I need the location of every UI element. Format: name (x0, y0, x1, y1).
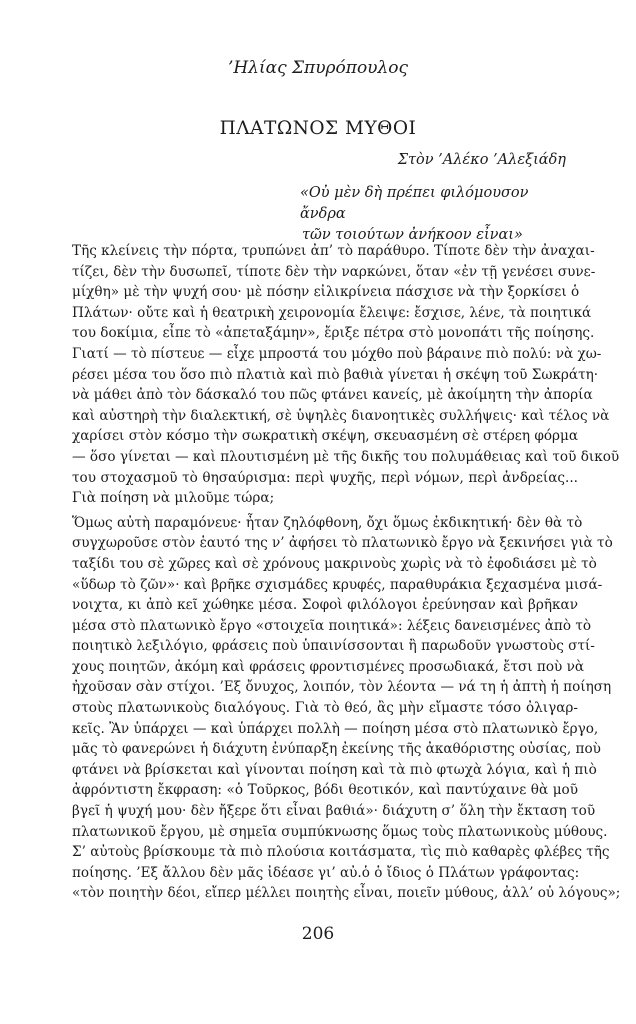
dedication: Στὸν ’Αλέκο ’Αλεξιάδη (397, 152, 566, 168)
page-number: 206 (301, 924, 335, 944)
text-line: χους ποιητῶν, ἀκόμη καὶ φράσεις φροντισμένες προσωδιακά, ἔτσι ποὺ νὰ (72, 658, 585, 675)
text-line: ρέσει μέσα του ὅσο πιὸ πλατιὰ καὶ πιὸ βαθιὰ γίνεται ἡ σκέψη τοῦ Σωκράτη· (72, 366, 599, 383)
text-line: βγεῖ ἡ ψυχή μου· δὲν ἤξερε ὅτι εἶναι βαθιά»· διάχυτη σ’ ὅλη τὴν ἔκταση τοῦ (72, 803, 596, 820)
text-line: — ὅσο γίνεται — καὶ πλουτισμένη μὲ τῆς δικῆς του πολυμάθειας καὶ τοῦ δικοῦ (72, 448, 620, 465)
text-line: Γιὰ ποίηση νὰ μιλοῦμε τώρα; (72, 490, 275, 507)
body-text (72, 241, 621, 904)
text-line: καὶ αὐστηρὴ τὴν διαλεκτική, σὲ ὑψηλὲς διανοητικὲς συλλήψεις· καὶ τέλος νὰ (72, 407, 610, 424)
author-name: ’Ηλίας Σπυρόπουλος (227, 58, 409, 78)
text-line: «τὸν ποιητὴν δέοι, εἴπερ μέλλει ποιητὴς εἶναι, ποιεῖν μύθους, ἀλλ’ οὐ λόγους»; (72, 885, 621, 902)
epigraph-line-2: τῶν τοιούτων ἀνήκοον εἶναι» (302, 227, 523, 243)
text-line: Τῆς κλείνεις τὴν πόρτα, τρυπώνει ἀπ’ τὸ παράθυρο. Τίποτε δὲν τὴν ἀναχαι- (72, 243, 595, 259)
text-line: φτάνει νὰ βρίσκεται καὶ γίνονται ποίηση καὶ τὰ πιὸ φτωχὰ λόγια, καὶ ἡ πιὸ (72, 761, 597, 778)
text-line: Πλάτων· οὔτε καὶ ἡ θεατρικὴ χειρονομία ἔλειψε: ἔσχισε, λένε, τὰ ποιητικά (72, 304, 592, 321)
text-line: ποίησης. ’Εξ ἄλλου δὲν μᾶς ἰδέασε γι’ αὐ.ὁ ὁ ἴδιος ὁ Πλάτων γράφοντας: (72, 864, 580, 881)
text-line: πλατωνικοῦ ἔργου, μὲ σημεῖα συμπύκνωσης ὅμως τοὺς πλατωνικοὺς μύθους. (72, 823, 608, 840)
text-line: νὰ μάθει ἀπὸ τὸν δάσκαλό του πῶς φτάνει κανείς, μὲ ἀκοίμητη τὴν ἀπορία (72, 387, 593, 404)
text-line: μίχθη» μὲ τὴν ψυχή σου· μὲ πόσην εἰλικρίνεια πάσχισε νὰ τὴν ξορκίσει ὁ (72, 284, 580, 301)
essay-title: ΠΛΑΤΩΝΟΣ ΜΥΘΟΙ (219, 118, 417, 139)
text-line: μᾶς τὸ φανερώνει ἡ διάχυτη ἐνύπαρξη ἐκείνης τῆς ἀκαθόριστης οὐσίας, ποὺ (72, 741, 601, 758)
text-line: χαρίσει στὸν κόσμο τὴν σωκρατικὴ σκέψη, σκευασμένη σὲ στέρεη φόρμα (72, 428, 579, 445)
text-line: Σ’ αὐτοὺς βρίσκουμε τὰ πιὸ πλούσια κοιτάσματα, τὶς πιὸ καθαρὲς φλέβες τῆς (72, 844, 610, 861)
text-line: μέσα στὸ πλατωνικὸ ἔργο «στοιχεῖα ποιητικά»: λέξεις δανεισμένες ἀπὸ τὸ (72, 617, 592, 634)
text-line: ἀφρόντιστη ἔκφραση: «ὁ Τοῦρκος, βόδι θεοτικόν, καὶ παντύχαινε θὰ μοῦ (72, 782, 578, 799)
text-line: στοὺς πλατωνικοὺς διαλόγους. Γιὰ τὸ θεό, ἂς μὴν εἴμαστε τόσο ὀλιγαρ- (72, 700, 578, 717)
text-line: ἠχοῦσαν σὰν στίχοι. ’Εξ ὄνυχος, λοιπόν, τὸν λέοντα — νά τη ἡ ἀπτὴ ἡ ποίηση (72, 679, 612, 696)
text-line: ταξίδι του σὲ χῶρες καὶ σὲ χρόνους μακρινοὺς χωρὶς νὰ τὸ ἐφοδιάσει μὲ τὸ (72, 555, 597, 572)
text-line: του στοχασμοῦ τὸ θησαύρισμα: περὶ ψυχῆς, περὶ νόμων, περὶ ἀνδρείας... (72, 469, 578, 486)
text-line: ποιητικὸ λεξιλόγιο, φράσεις ποὺ ὑπαινίσσονται ἢ παρωδοῦν γνωστοὺς στί- (72, 638, 595, 655)
epigraph-line-1: «Οὐ μὲν δὴ πρέπει φιλόμουσον ἄνδρα (300, 185, 529, 222)
text-line: νοιχτα, κι ἀπὸ κεῖ χώθηκε μέσα. Σοφοὶ φιλόλογοι ἐρεύνησαν καὶ βρῆκαν (72, 597, 578, 614)
text-line: του δοκίμια, εἶπε τὸ «ἀπεταξάμην», ἔριξε πέτρα στὸ μονοπάτι τῆς ποίησης. (72, 325, 595, 342)
text-line: συγχωροῦσε στὸν ἑαυτό της ν’ ἀφήσει τὸ πλατωνικὸ ἔργο νὰ ξεκινήσει γιὰ τὸ (72, 535, 613, 552)
text-line: κεῖς. Ἂν ὑπάρχει — καὶ ὑπάρχει πολλὴ — ποίηση μέσα στὸ πλατωνικὸ ἔργο, (72, 720, 599, 737)
text-line: Γιατί — τὸ πίστευε — εἶχε μπροστά του μόχθο ποὺ βάραινε πιὸ πολύ: νὰ χω- (72, 345, 602, 362)
epigraph (300, 183, 560, 246)
text-line: «ὕδωρ τὸ ζῶν»· καὶ βρῆκε σχισμάδες κρυφές, παραθυράκια ξεχασμένα μισά- (72, 576, 603, 593)
text-line: τίζει, δὲν τὴν δυσωπεῖ, τίποτε δὲν τὴν ναρκώνει, ὅταν «ἐν τῇ γενέσει συνε- (72, 263, 596, 280)
text-line: Ὅμως αὐτὴ παραμόνευε· ἦταν ζηλόφθονη, ὄχι ὅμως ἐκδικητική· δὲν θὰ τὸ (72, 514, 583, 531)
